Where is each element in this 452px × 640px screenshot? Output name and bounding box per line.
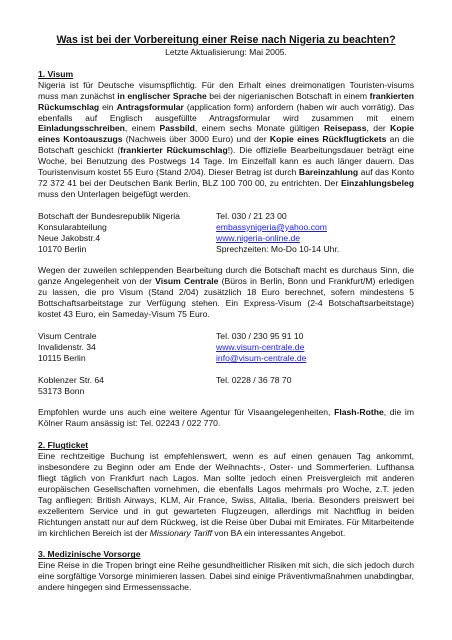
embassy-hours: Sprechzeiten: Mo-Do 10-14 Uhr.: [216, 243, 340, 254]
section-heading-visum: 1. Visum: [38, 68, 74, 79]
last-updated: Letzte Aktualisierung: Mai 2005.: [165, 47, 287, 57]
text-run: an die Botschaft geschickt (: [38, 134, 415, 156]
text-run: (Nachweis über 3000 Euro) und der: [122, 134, 270, 145]
embassy-department: Konsularabteilung: [38, 221, 107, 232]
flug-paragraph-1: [38, 451, 414, 538]
centrale-name: Visum Centrale: [38, 330, 97, 341]
centrale-website-link[interactable]: www.visum-centrale.de: [216, 341, 305, 352]
embassy-city: 10170 Berlin: [38, 243, 87, 254]
text-run: Einladungsschreiben: [38, 123, 125, 134]
text-run: Nigeria ist für Deutsche visumspflichtig. Für den Erhalt eines dreimonatigen Touristen-visums muss man zunächst: [38, 79, 414, 101]
text-run: Reisepass: [323, 123, 367, 134]
text-run: von BA ein interessantes Angebot.: [212, 527, 346, 538]
document-page: [38, 34, 414, 593]
embassy-name: Botschaft der Bundesrepublik Nigeria: [38, 210, 180, 221]
text-run: Passbild: [159, 123, 195, 134]
centrale-city: 10115 Berlin: [38, 352, 86, 363]
bonn-address-block: [38, 375, 414, 397]
text-run: !). Die offizielle Bearbeitungsdauer beträgt eine Woche, bei Benutzung des Postwegs 14 Tage. Im Einzelfall kann es auch länger dauern. Das Touristenvisum kostet 55 Euro (Stand 2/04). Dieser Betrag ist durch: [38, 145, 415, 178]
embassy-address-block: [38, 211, 414, 255]
centrale-email-link[interactable]: info@visum-centrale.de: [216, 352, 307, 363]
section-flugticket: [38, 440, 414, 538]
centrale-phone: Tel. 030 / 230 95 91 10: [216, 330, 304, 341]
text-run: Kopie eines Kontoauszugs: [38, 123, 415, 145]
text-run: Wegen der zuweilen schleppenden Bearbeitung durch die Botschaft macht es durchaus Sinn, die ganze Angelegenheit von der: [38, 265, 414, 287]
embassy-street: Neue Jakobstr.4: [38, 232, 101, 243]
text-run: frankierter Rückumschlag: [120, 145, 228, 156]
text-run: (application form) anfordern (haben wir auch vorrätig). Das ebenfalls auf Englisch ausgefüllte Antragsformular wird zusammen mit einem: [38, 101, 415, 123]
centrale-address-block: [38, 331, 414, 364]
text-run: Antragsformular: [116, 101, 184, 112]
visum-paragraph-2: [38, 265, 414, 320]
text-run: Bareinzahlung: [298, 167, 359, 178]
embassy-website-link[interactable]: www.nigeria-online.de: [216, 232, 301, 243]
text-run: Missionary Tariff: [149, 527, 213, 538]
text-run: muss den Unterlagen beigefügt werden.: [38, 188, 191, 199]
centrale-street: Invalidenstr. 34: [38, 341, 96, 352]
text-run: , einem sechs Monate gültigen: [194, 123, 324, 134]
section-visum: [38, 69, 414, 429]
medizin-paragraph-1: [38, 560, 414, 593]
text-run: , die im Kölner Raum ansässig ist: Tel. 02243 / 022 770.: [38, 407, 414, 429]
embassy-phone: Tel. 030 / 21 23 00: [216, 210, 287, 221]
text-run: ein: [99, 101, 117, 112]
bonn-city: 53173 Bonn: [38, 385, 85, 396]
text-run: Visum Centrale: [155, 276, 219, 287]
text-run: , der: [366, 123, 391, 134]
text-run: , einem: [124, 123, 160, 134]
text-run: bei der nigerianischen Botschaft in einem: [206, 90, 370, 101]
text-run: frankierten Rückumschlag: [38, 90, 414, 112]
section-medizin: [38, 549, 414, 593]
bonn-street: Koblenzer Str. 64: [38, 374, 104, 385]
text-run: in englischer Sprache: [117, 90, 207, 101]
text-run: Eine Reise in die Tropen bringt eine Reihe gesundheitlicher Risiken mit sich, die sich jedoch durch eine sorgfältige Vorsorge minimieren lassen. Dabei sind einige Präventivmaßnahmen unabdingbar, andere hingegen sind Ermessenssache.: [38, 560, 414, 593]
text-run: Kopie eines Rückflugtickets: [269, 134, 387, 145]
page-title: Was ist bei der Vorbereitung einer Reise nach Nigeria zu beachten?: [56, 34, 396, 46]
visum-paragraph-1: [38, 80, 414, 200]
text-run: Flash-Rothe: [334, 407, 384, 418]
visum-paragraph-3: [38, 407, 414, 429]
bonn-empty: [216, 386, 414, 397]
embassy-email-link[interactable]: embassynigeria@yahoo.com: [216, 221, 327, 232]
bonn-phone: Tel. 0228 / 36 78 70: [216, 374, 292, 385]
text-run: Empfohlen wurde uns auch eine weitere Agentur für Visaangelegenheiten,: [38, 407, 335, 418]
text-run: auf das Konto 72 372 41 bei der Deutschen Bank Berlin, BLZ 100 700 00, zu entrichten. Der: [38, 167, 414, 188]
section-heading-medizin: 3. Medizinische Vorsorge: [38, 549, 141, 560]
section-heading-flugticket: 2. Flugticket: [38, 440, 89, 451]
text-run: Eine rechtzeitige Buchung ist empfehlenswert, wenn es auf einen genauen Tag ankommt, insbesondere zu Beginn oder am Ende der Weihnachts-, Oster- und Sommerferien. Lufthansa fliegt täglich von Frankfurt nach Lagos. Man sollte jedoch einen Preisvergleich mit anderen europäischen Gesellschaften vornehmen, die ebenfalls Lagos mehrmals pro Woche, z.T. jeden Tag anfliegen: British Airways, KLM, Air France, Swiss, Alitalia, Iberia. Besonders preiswert bei exzellentem Service und in gut gewarteten Flugzeugen, allerdings mit Nachtflug in beiden Richtungen anstatt nur auf dem Rückweg, ist die Reise über Dubai mit Emirates. Für Mitarbeitende im kirchlichen Bereich ist der: [38, 451, 414, 538]
text-run: (Büros in Berlin, Bonn und Frankfurt/M) erledigen zu lassen, die pro Visum (Stand 2/04) zusätzlich 18 Euro berechnet, sofern mindestens 5 Bottschaftsarbeitstage zur Verfügung stehen. Ein Express-Visum (2-4 Botschaftsarbeitstage) kostet 43 Euro, ein Sameday-Visum 75 Euro.: [38, 276, 414, 320]
text-run: Einzahlungsbeleg: [340, 177, 414, 188]
